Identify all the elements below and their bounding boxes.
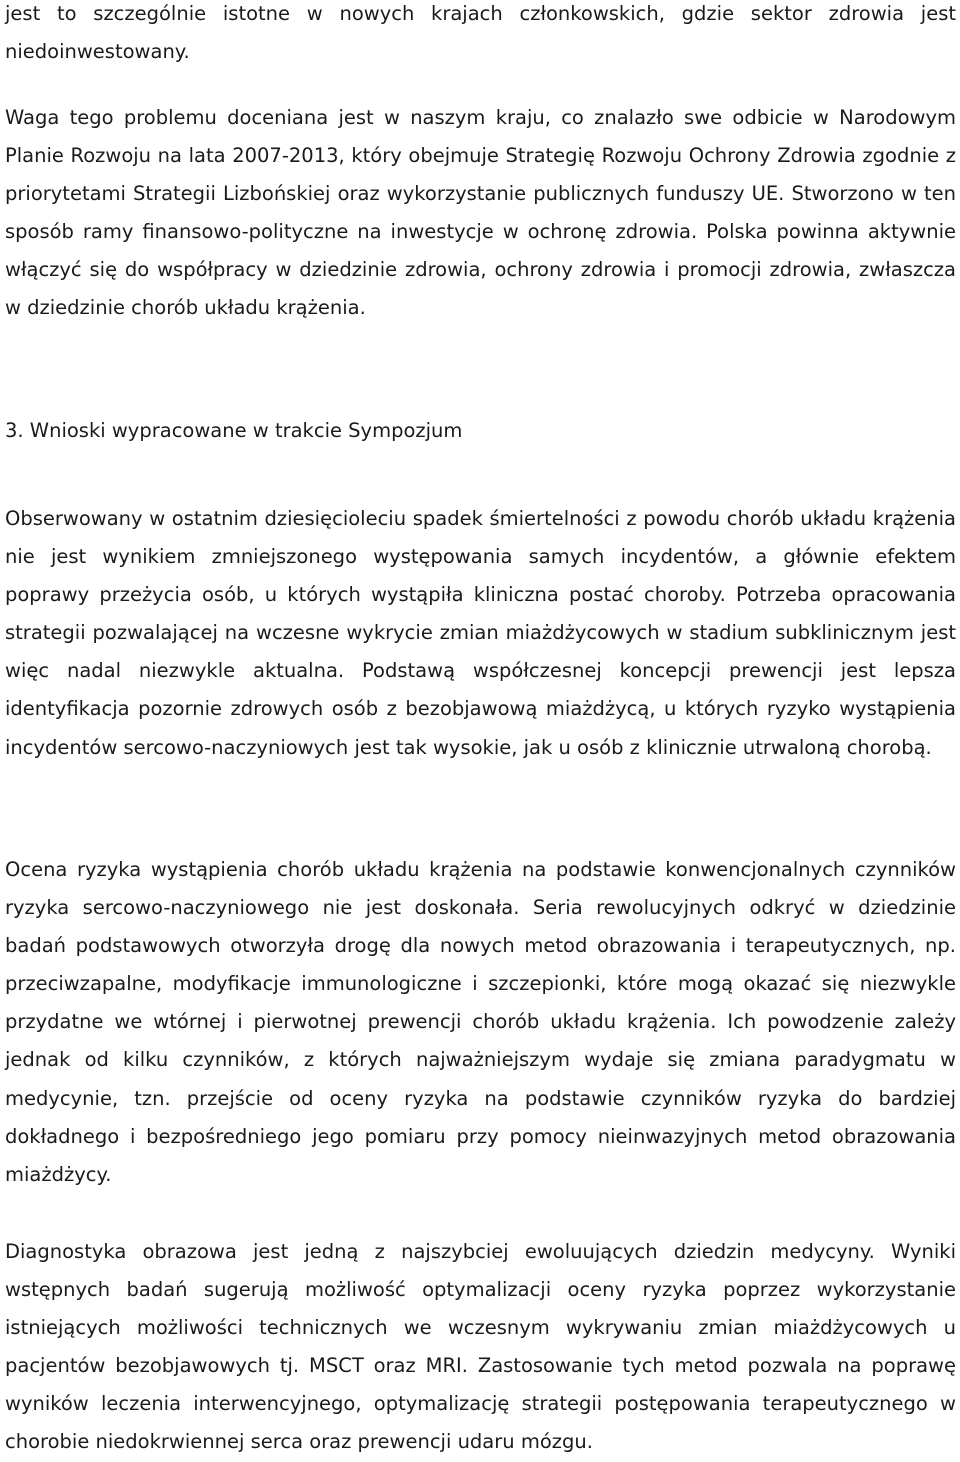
paragraph-national-plan: Waga tego problemu doceniana jest w naszym kraju, co znalazło swe odbicie w Narodowym Planie Rozwoju na lata 2007-2013, który obejmuje Strategię Rozwoju Ochrony Zdrowia zgodnie z priorytetami Strategii Lizbońskiej oraz wykorzystanie publicznych funduszy UE. Stworzono w ten sposób ramy finansowo-polityczne na inwestycje w ochronę zdrowia. Polska powinna aktywnie włączyć się do współpracy w dziedzinie zdrowia, ochrony zdrowia i promocji zdrowia, zwłaszcza w dziedzinie chorób układu krążenia. <box>5 106 956 320</box>
paragraph-imaging-diagnostics: Diagnostyka obrazowa jest jedną z najszybciej ewoluujących dziedzin medycyny. Wyniki wstępnych badań sugerują możliwość optymalizacji oceny ryzyka poprzez wykorzystanie istniejących możliwości technicznych we wczesnym wykrywaniu zmian miażdżycowych u pacjentów bezobjawowych tj. MSCT oraz MRI. Zastosowanie tych metod pozwala na poprawę wyników leczenia interwencyjnego, optymalizację strategii postępowania terapeutycznego w chorobie niedokrwiennej serca oraz prewencji udaru mózgu. <box>5 1240 956 1454</box>
paragraph-intro-continuation: jest to szczególnie istotne w nowych krajach członkowskich, gdzie sektor zdrowia jest niedoinwestowany. <box>5 2 956 64</box>
paragraph-risk-assessment: Ocena ryzyka wystąpienia chorób układu krążenia na podstawie konwencjonalnych czynników ryzyka sercowo-naczyniowego nie jest doskonała. Seria rewolucyjnych odkryć w dziedzinie badań podstawowych otworzyła drogę dla nowych metod obrazowania i terapeutycznych, np. przeciwzapalne, modyfikacje immunologiczne i szczepionki, które mogą okazać się niezwykle przydatne we wtórnej i pierwotnej prewencji chorób układu krążenia. Ich powodzenie zależy jednak od kilku czynników, z których najważniejszym wydaje się zmiana paradygmatu w medycynie, tzn. przejście od oceny ryzyka na podstawie czynników ryzyka do bardziej dokładnego i bezpośredniego jego pomiaru przy pomocy nieinwazyjnych metod obrazowania miażdżycy. <box>5 858 956 1186</box>
paragraph-mortality-decline: Obserwowany w ostatnim dziesięcioleciu spadek śmiertelności z powodu chorób układu krążenia nie jest wynikiem zmniejszonego występowania samych incydentów, a głównie efektem poprawy przeżycia osób, u których wystąpiła kliniczna postać choroby. Potrzeba opracowania strategii pozwalającej na wczesne wykrycie zmian miażdżycowych w stadium subklinicznym jest więc nadal niezwykle aktualna. Podstawą współczesnej koncepcji prewencji jest lepsza identyfikacja pozornie zdrowych osób z bezobjawową miażdżycą, u których ryzyko wystąpienia incydentów sercowo-naczyniowych jest tak wysokie, jak u osób z klinicznie utrwaloną chorobą. <box>5 507 956 759</box>
section-heading-conclusions: 3. Wnioski wypracowane w trakcie Sympozjum <box>5 419 463 442</box>
